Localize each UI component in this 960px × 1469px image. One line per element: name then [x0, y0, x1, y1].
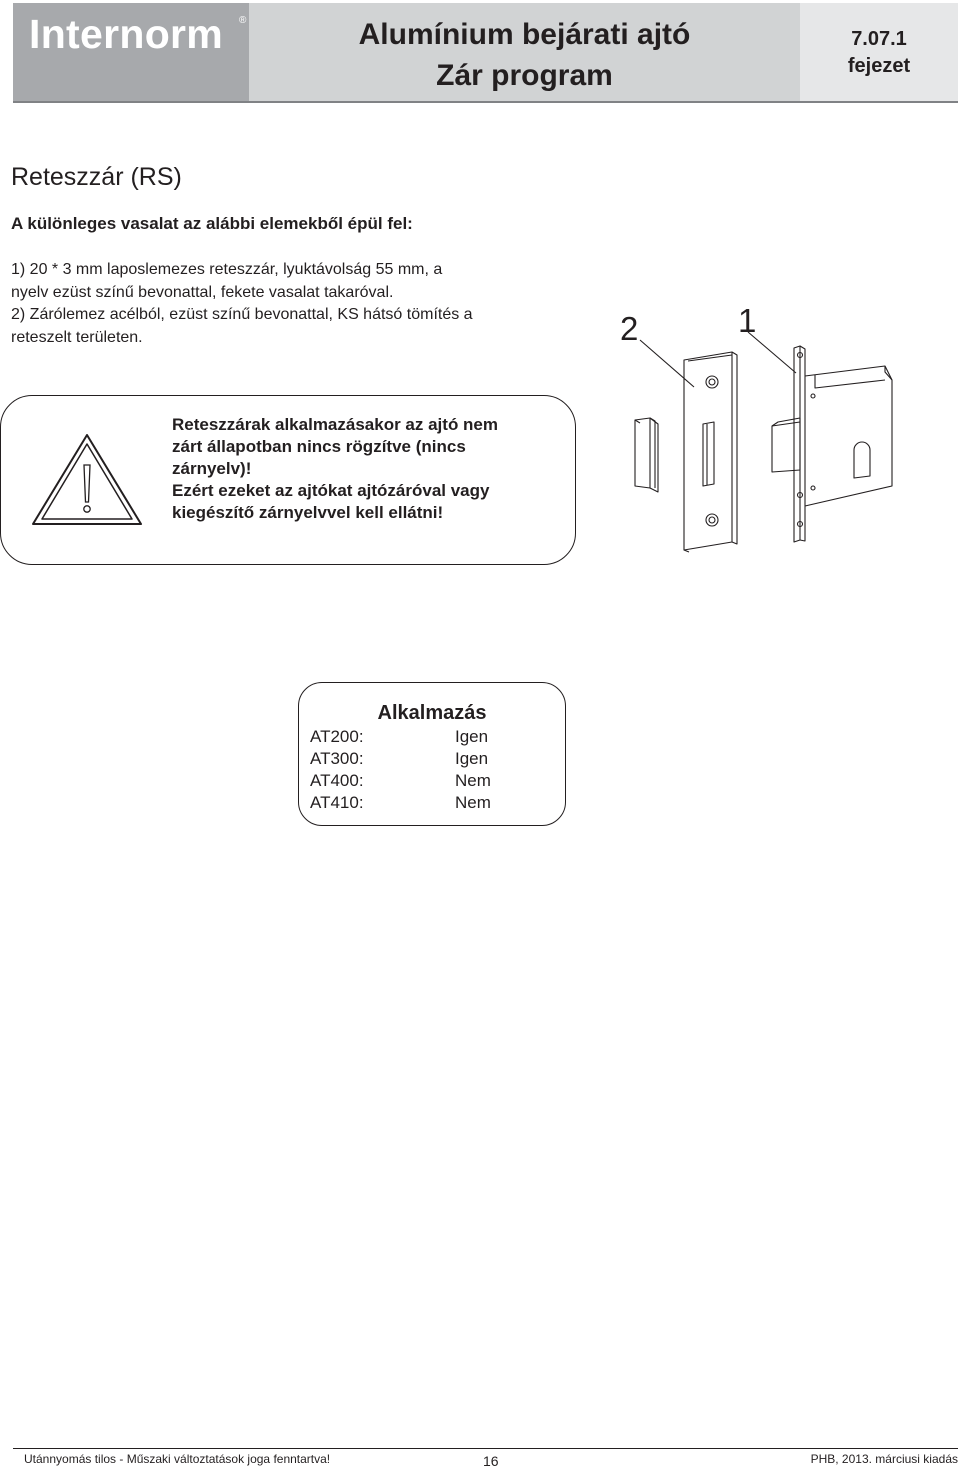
footer-copyright: Utánnyomás tilos - Műszaki változtatások joga fenntartva!	[24, 1452, 331, 1466]
model-value: Nem	[455, 793, 491, 812]
warning-line: Ezért ezeket az ajtókat ajtózáróval vagy	[172, 481, 490, 500]
header-divider	[13, 101, 958, 103]
leader-line-strike	[640, 340, 694, 387]
description-line: 2) Zárólemez acélból, ezüst színű bevonattal, KS hátsó tömítés a	[11, 306, 473, 323]
model-value: Igen	[455, 749, 489, 768]
header-title-block	[249, 3, 800, 101]
strike-plate-label: 2	[620, 310, 639, 347]
warning-line: kiegészítő zárnyelvvel kell ellátni!	[172, 503, 444, 522]
strike-plate	[684, 352, 737, 552]
model-value: Igen	[455, 727, 489, 746]
lock-assembly-drawing	[600, 300, 900, 560]
warning-line: Reteszzárak alkalmazásakor az ajtó nem	[172, 415, 499, 434]
lock-label: 1	[738, 302, 757, 339]
model-label: AT400:	[310, 771, 364, 790]
page-number: 16	[483, 1453, 499, 1469]
warning-text	[172, 414, 567, 524]
application-title: Alkalmazás	[377, 702, 487, 724]
ks-seal-part	[635, 418, 658, 492]
header-chapter-block	[800, 3, 958, 101]
header-logo-block	[13, 3, 249, 101]
warning-line: zárt állapotban nincs rögzítve (nincs	[172, 437, 466, 456]
model-label: AT200:	[310, 727, 364, 746]
component-description	[11, 259, 571, 349]
description-line: reteszelt területen.	[11, 328, 143, 346]
registered-mark: ®	[239, 15, 247, 26]
model-value: Nem	[455, 771, 491, 790]
brand-logo: Internorm	[29, 11, 224, 57]
leader-line-lock	[748, 332, 796, 373]
section-subheading: A különleges vasalat az alábbi elemekből épül fel:	[11, 214, 413, 233]
footer-divider	[13, 1448, 958, 1449]
document-subtitle: Zár program	[436, 59, 613, 92]
document-title: Alumínium bejárati ajtó	[358, 18, 691, 51]
mortise-lock	[772, 346, 892, 542]
warning-triangle-icon	[30, 432, 144, 528]
footer-edition: PHB, 2013. márciusi kiadás	[810, 1452, 958, 1466]
model-label: AT300:	[310, 749, 364, 768]
description-line: nyelv ezüst színű bevonattal, fekete vasalat takaróval.	[11, 283, 394, 301]
model-label: AT410:	[310, 793, 364, 812]
section-title: Reteszzár (RS)	[11, 163, 182, 191]
chapter-number: 7.07.1	[851, 28, 907, 50]
warning-line: zárnyelv)!	[172, 459, 252, 478]
application-table	[298, 682, 566, 826]
chapter-label: fejezet	[847, 55, 911, 77]
description-line: 1) 20 * 3 mm laposlemezes reteszzár, lyuktávolság 55 mm, a	[11, 261, 443, 278]
